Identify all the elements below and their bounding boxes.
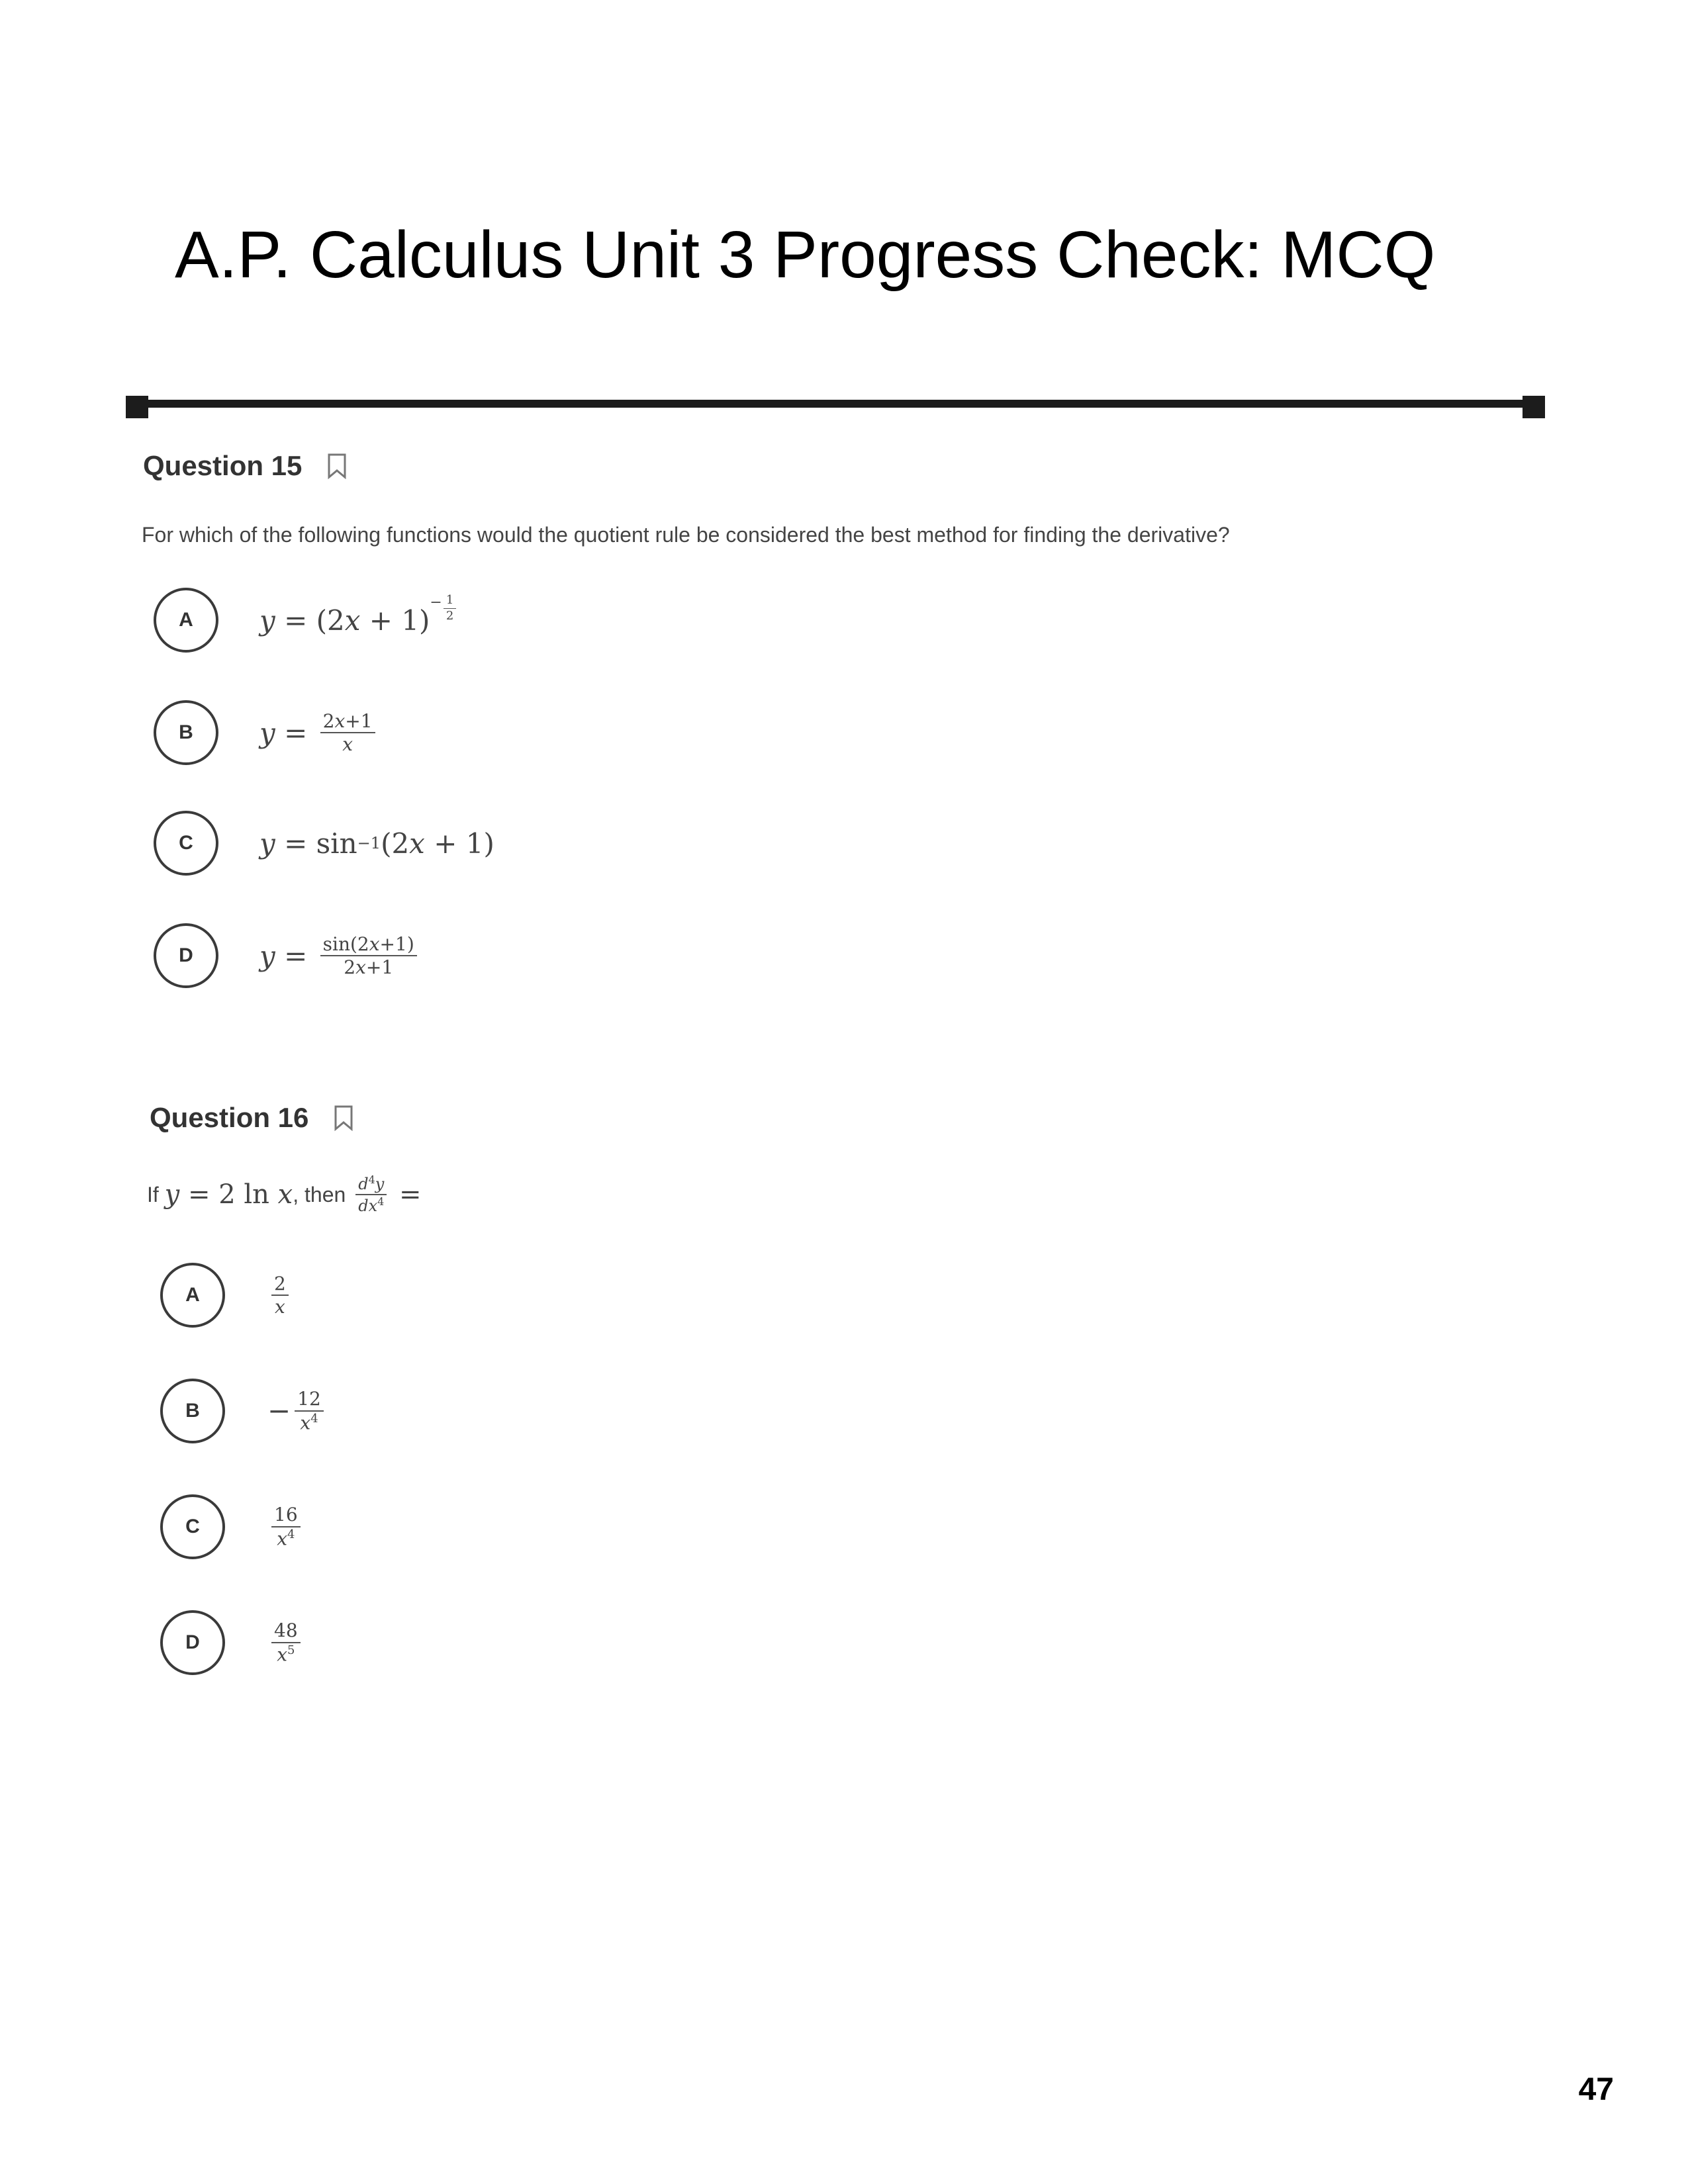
question-15-header [143, 450, 347, 482]
q15-choice-a-expression: y = (2 x + 1) − $\frac{1}{2}$ [259, 604, 457, 637]
q15-choice-d[interactable] [154, 921, 421, 990]
page-number: 47 [1578, 2072, 1614, 2107]
q15-choice-c[interactable] [154, 809, 494, 878]
q15-choice-b[interactable] [154, 698, 379, 767]
bookmark-icon[interactable] [327, 453, 347, 479]
choice-bubble[interactable]: D [154, 923, 218, 988]
choice-bubble[interactable]: A [160, 1263, 225, 1328]
choice-bubble[interactable]: C [154, 811, 218, 876]
q15-choice-a[interactable] [154, 586, 457, 655]
question-16-header [150, 1102, 353, 1134]
q15-choice-c-expression: y = sin −1 (2 x + 1) [259, 827, 494, 860]
choice-bubble[interactable]: B [160, 1379, 225, 1443]
q16-choice-b-expression: − $\frac{12}{x^4}$ [267, 1389, 328, 1432]
horizontal-divider [126, 396, 1545, 409]
q15-choice-b-expression: y = $\frac{2x+1}{x}$ [259, 711, 379, 754]
q16-choice-a[interactable] [160, 1261, 293, 1330]
q16-choice-d-expression: $\frac{48}{x^5}$ [267, 1621, 305, 1664]
question-15-label: Question 15 [143, 450, 303, 481]
choice-bubble[interactable]: B [154, 700, 218, 765]
q16-choice-c[interactable] [160, 1492, 305, 1561]
choice-bubble[interactable]: A [154, 588, 218, 653]
q15-choice-d-expression: y = $\frac{\sin(2x+1)}{2x+1}$ [259, 934, 421, 978]
q16-choice-a-expression: $\frac{2}{x}$ [267, 1274, 293, 1317]
document-title: A.P. Calculus Unit 3 Progress Check: MCQ [175, 218, 1436, 292]
question-16-label: Question 16 [150, 1102, 309, 1133]
question-15-text: For which of the following functions would the quotient rule be considered the best method for finding the derivative? [142, 523, 1230, 547]
choice-bubble[interactable]: C [160, 1494, 225, 1559]
q16-choice-b[interactable] [160, 1377, 328, 1445]
bookmark-icon[interactable] [334, 1105, 353, 1131]
q16-choice-c-expression: $\frac{16}{x^4}$ [267, 1505, 305, 1548]
question-16-text: If y = 2 ln x , then $\frac{d^4y}{dx^4}$ = [147, 1173, 422, 1216]
q16-choice-d[interactable] [160, 1608, 305, 1677]
choice-bubble[interactable]: D [160, 1610, 225, 1675]
